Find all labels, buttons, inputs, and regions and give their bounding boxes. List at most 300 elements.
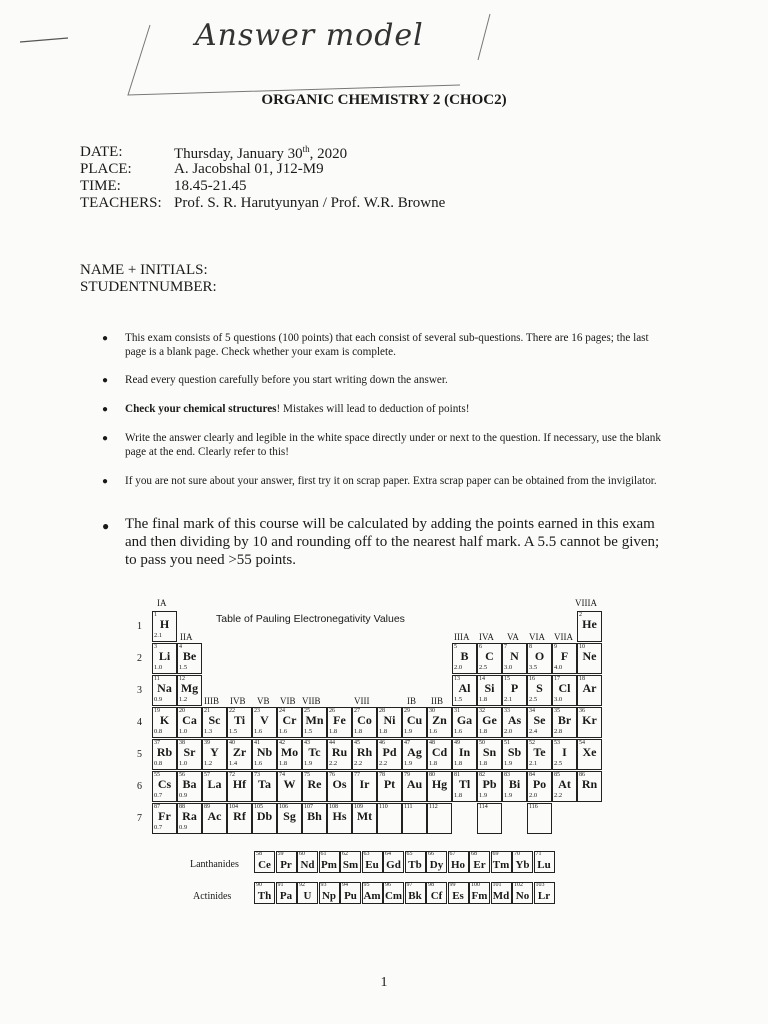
element-symbol: Sg xyxy=(283,809,296,823)
electronegativity: 0.9 xyxy=(179,792,188,799)
element-symbol: Co xyxy=(357,713,372,727)
f-block-cell xyxy=(297,882,318,904)
element-cell xyxy=(202,707,227,738)
atomic-number: 1 xyxy=(154,612,157,618)
element-symbol: U xyxy=(303,890,312,902)
group-label: VIB xyxy=(280,696,296,706)
lanthanides-label: Lanthanides xyxy=(190,859,239,870)
element-cell xyxy=(152,771,177,802)
electronegativity: 1.9 xyxy=(404,728,413,735)
element-symbol: Th xyxy=(257,890,272,902)
atomic-number: 45 xyxy=(354,740,360,746)
atomic-number: 56 xyxy=(179,772,185,778)
element-symbol: C xyxy=(485,649,494,663)
atomic-number: 50 xyxy=(479,740,485,746)
period-label: 1 xyxy=(137,621,142,632)
element-symbol: Fm xyxy=(471,890,488,902)
element-cell xyxy=(377,707,402,738)
atomic-number: 80 xyxy=(429,772,435,778)
element-cell xyxy=(552,643,577,674)
period-label: 2 xyxy=(137,653,142,664)
element-symbol: Ho xyxy=(450,859,466,871)
f-block-cell xyxy=(340,851,361,873)
f-block-cell xyxy=(276,882,297,904)
page-number: 1 xyxy=(380,975,388,990)
element-cell xyxy=(252,707,277,738)
element-symbol: H xyxy=(159,617,170,631)
instruction-item: Check your chemical structures! Mistakes will lead to deduction of points! xyxy=(125,403,470,415)
element-symbol: Ta xyxy=(258,777,271,791)
element-symbol: Fe xyxy=(333,713,346,727)
element-symbol: Rn xyxy=(581,777,598,791)
element-cell xyxy=(577,675,602,706)
element-cell xyxy=(552,707,577,738)
element-symbol: I xyxy=(562,745,567,759)
element-symbol: Hf xyxy=(232,777,247,791)
element-symbol: Ce xyxy=(258,859,271,871)
meta-label: DATE: xyxy=(80,144,123,160)
atomic-number: 55 xyxy=(154,772,160,778)
period-label: 4 xyxy=(137,717,142,728)
f-block-cell xyxy=(448,851,469,873)
atomic-number: 13 xyxy=(454,676,460,682)
atomic-number: 8 xyxy=(529,644,532,650)
electronegativity: 2.1 xyxy=(504,696,513,703)
element-cell xyxy=(177,675,202,706)
atomic-number: 57 xyxy=(204,772,210,778)
element-symbol: Cu xyxy=(406,713,423,727)
atomic-number: 46 xyxy=(379,740,385,746)
element-cell xyxy=(327,803,352,834)
element-cell xyxy=(227,771,252,802)
element-cell xyxy=(502,739,527,770)
atomic-number: 76 xyxy=(329,772,335,778)
electronegativity: 1.0 xyxy=(154,664,163,671)
table-title: Table of Pauling Electronegativity Values xyxy=(216,613,405,625)
meta-label: TEACHERS: xyxy=(80,195,162,211)
group-label: VIA xyxy=(529,632,545,642)
electronegativity: 2.2 xyxy=(554,792,563,799)
electronegativity: 0.7 xyxy=(154,824,163,831)
atomic-number: 77 xyxy=(354,772,360,778)
f-block-cell xyxy=(426,882,447,904)
atomic-number: 79 xyxy=(404,772,410,778)
atomic-number: 44 xyxy=(329,740,335,746)
element-symbol: S xyxy=(536,681,543,695)
atomic-number: 15 xyxy=(504,676,510,682)
electronegativity: 2.8 xyxy=(554,728,563,735)
element-cell xyxy=(577,611,602,642)
atomic-number: 100 xyxy=(471,882,480,888)
element-symbol: N xyxy=(510,649,519,663)
atomic-number: 43 xyxy=(304,740,310,746)
element-cell xyxy=(202,739,227,770)
element-symbol: Sn xyxy=(482,745,497,759)
atomic-number: 64 xyxy=(385,851,391,857)
atomic-number: 25 xyxy=(304,708,310,714)
electronegativity: 1.0 xyxy=(179,728,188,735)
electronegativity: 2.0 xyxy=(504,728,513,735)
atomic-number: 93 xyxy=(320,882,327,888)
atomic-number: 24 xyxy=(279,708,285,714)
electronegativity: 1.9 xyxy=(404,760,413,767)
element-cell xyxy=(377,739,402,770)
element-symbol: La xyxy=(207,777,222,791)
electronegativity: 1.2 xyxy=(179,696,188,703)
element-cell xyxy=(152,643,177,674)
element-symbol: Hg xyxy=(431,777,448,791)
element-symbol: Eu xyxy=(365,859,379,871)
atomic-number: 92 xyxy=(299,882,305,888)
atomic-number: 28 xyxy=(379,708,385,714)
electronegativity: 4.0 xyxy=(554,664,563,671)
instruction-item: Write the answer clearly and legible in the white space directly under or next to the question. If necessary, use the blank page at the end. Clearly refer to this! xyxy=(125,432,661,458)
electronegativity: 2.0 xyxy=(529,792,538,799)
group-label: IIIB xyxy=(204,696,219,706)
atomic-number: 112 xyxy=(429,804,438,810)
element-cell xyxy=(227,707,252,738)
atomic-number: 59 xyxy=(277,851,284,857)
atomic-number: 39 xyxy=(204,740,210,746)
f-block-cell xyxy=(297,851,318,873)
electronegativity: 2.2 xyxy=(329,760,338,767)
element-cell xyxy=(377,803,402,834)
atomic-number: 27 xyxy=(354,708,360,714)
atomic-number: 68 xyxy=(471,851,477,857)
element-symbol: Yb xyxy=(515,859,530,871)
period-label: 6 xyxy=(137,781,142,792)
element-symbol: No xyxy=(515,890,530,902)
element-cell xyxy=(177,803,202,834)
element-cell xyxy=(452,771,477,802)
electronegativity: 1.6 xyxy=(254,728,263,735)
atomic-number: 20 xyxy=(179,708,185,714)
element-cell xyxy=(377,771,402,802)
element-cell xyxy=(452,675,477,706)
element-symbol: Po xyxy=(532,777,547,791)
bullet-icon: ● xyxy=(102,333,109,344)
element-symbol: Ra xyxy=(182,809,197,823)
element-symbol: As xyxy=(507,713,522,727)
electronegativity: 1.5 xyxy=(229,728,238,735)
element-cell xyxy=(552,675,577,706)
meta-value: Prof. S. R. Harutyunyan / Prof. W.R. Browne xyxy=(174,195,446,211)
atomic-number: 67 xyxy=(449,851,456,857)
element-symbol: Zn xyxy=(432,713,447,727)
atomic-number: 63 xyxy=(363,851,370,857)
electronegativity: 1.0 xyxy=(179,760,188,767)
element-symbol: F xyxy=(560,649,569,663)
f-block-cell xyxy=(276,851,297,873)
element-cell xyxy=(402,803,427,834)
bullet-icon: ● xyxy=(102,404,109,415)
atomic-number: 41 xyxy=(254,740,260,746)
element-symbol: At xyxy=(558,777,571,791)
electronegativity: 0.9 xyxy=(154,696,163,703)
element-cell xyxy=(502,643,527,674)
element-symbol: Tc xyxy=(308,745,321,759)
bullet-icon: ● xyxy=(102,476,109,487)
electronegativity: 0.8 xyxy=(154,760,163,767)
element-cell xyxy=(477,643,502,674)
element-symbol: Ru xyxy=(331,745,348,759)
element-cell xyxy=(302,771,327,802)
element-cell xyxy=(227,803,252,834)
atomic-number: 86 xyxy=(579,772,585,778)
electronegativity: 1.4 xyxy=(229,760,238,767)
element-symbol: In xyxy=(458,745,471,759)
atomic-number: 102 xyxy=(514,882,523,888)
meta-value: A. Jacobshal 01, J12-M9 xyxy=(174,161,324,177)
element-cell xyxy=(152,611,177,642)
atomic-number: 74 xyxy=(279,772,285,778)
atomic-number: 107 xyxy=(304,804,313,810)
group-label: VIIB xyxy=(302,696,321,706)
element-cell xyxy=(177,739,202,770)
group-label: IB xyxy=(407,696,416,706)
atomic-number: 72 xyxy=(229,772,235,778)
atomic-number: 90 xyxy=(256,882,262,888)
atomic-number: 84 xyxy=(529,772,535,778)
element-cell xyxy=(427,771,452,802)
electronegativity: 2.5 xyxy=(554,760,563,767)
element-symbol: Sb xyxy=(507,745,522,759)
atomic-number: 103 xyxy=(535,882,545,888)
element-cell xyxy=(477,675,502,706)
element-cell xyxy=(177,643,202,674)
atomic-number: 49 xyxy=(454,740,460,746)
f-block-cell xyxy=(383,882,404,904)
atomic-number: 75 xyxy=(304,772,310,778)
element-symbol: Sm xyxy=(342,859,359,871)
atomic-number: 83 xyxy=(504,772,510,778)
element-symbol: Nd xyxy=(300,859,315,871)
element-symbol: O xyxy=(534,649,545,663)
element-symbol: Pr xyxy=(280,859,292,871)
element-symbol: Re xyxy=(307,777,322,791)
f-block-cell xyxy=(491,882,512,904)
group-label: IA xyxy=(157,598,167,608)
element-cell xyxy=(452,739,477,770)
atomic-number: 22 xyxy=(229,708,235,714)
element-cell xyxy=(302,803,327,834)
element-symbol: Db xyxy=(256,809,273,823)
element-symbol: Er xyxy=(473,859,486,871)
element-cell xyxy=(577,739,602,770)
electronegativity: 1.8 xyxy=(379,728,388,735)
element-symbol: Pd xyxy=(382,745,397,759)
atomic-number: 85 xyxy=(554,772,560,778)
atomic-number: 106 xyxy=(279,804,288,810)
group-label: VA xyxy=(507,632,519,642)
element-symbol: Be xyxy=(182,649,197,663)
atomic-number: 101 xyxy=(492,882,502,888)
student-number-label: STUDENTNUMBER: xyxy=(80,279,217,295)
atomic-number: 88 xyxy=(179,804,185,810)
element-cell xyxy=(177,707,202,738)
atomic-number: 65 xyxy=(406,851,413,857)
electronegativity: 1.5 xyxy=(179,664,188,671)
f-block-cell xyxy=(340,882,361,904)
element-symbol: Mt xyxy=(356,809,373,823)
element-cell xyxy=(527,771,552,802)
instruction-item: Read every question carefully before you start writing down the answer. xyxy=(125,374,448,386)
element-symbol: Sc xyxy=(208,713,221,727)
element-cell xyxy=(152,739,177,770)
element-symbol: Xe xyxy=(582,745,597,759)
electronegativity: 1.2 xyxy=(204,760,213,767)
f-block-cell xyxy=(534,851,555,873)
atomic-number: 29 xyxy=(404,708,410,714)
element-symbol: Na xyxy=(157,681,172,695)
electronegativity: 1.9 xyxy=(304,760,313,767)
group-label: IIB xyxy=(431,696,443,706)
element-cell xyxy=(352,739,377,770)
atomic-number: 26 xyxy=(329,708,335,714)
element-cell xyxy=(327,707,352,738)
element-symbol: Tb xyxy=(408,859,422,871)
electronegativity: 3.0 xyxy=(504,664,513,671)
atomic-number: 10 xyxy=(579,644,585,650)
element-cell xyxy=(427,803,452,834)
electronegativity: 2.2 xyxy=(379,760,388,767)
element-symbol: Bk xyxy=(408,890,422,902)
atomic-number: 38 xyxy=(179,740,185,746)
element-cell xyxy=(527,675,552,706)
f-block-cell xyxy=(469,882,490,904)
element-cell xyxy=(477,803,502,834)
f-block-cell xyxy=(469,851,490,873)
atomic-number: 105 xyxy=(254,804,263,810)
electronegativity: 1.9 xyxy=(504,792,513,799)
atomic-number: 81 xyxy=(454,772,460,778)
atomic-number: 23 xyxy=(254,708,260,714)
element-symbol: Br xyxy=(557,713,572,727)
atomic-number: 61 xyxy=(320,851,327,857)
element-symbol: B xyxy=(460,649,469,663)
f-block-cell xyxy=(319,851,340,873)
electronegativity: 1.5 xyxy=(454,696,463,703)
element-cell xyxy=(277,771,302,802)
element-symbol: Cf xyxy=(430,890,443,902)
element-cell xyxy=(402,771,427,802)
instruction-item: This exam consists of 5 questions (100 points) that each consist of several sub-questions. There are 16 pages; the last page is a blank page. Check whether your exam is complete. xyxy=(125,332,649,358)
atomic-number: 95 xyxy=(363,882,370,888)
atomic-number: 11 xyxy=(154,676,160,682)
group-label: IVA xyxy=(479,632,494,642)
element-cell xyxy=(402,707,427,738)
element-cell xyxy=(402,739,427,770)
element-cell xyxy=(477,739,502,770)
element-symbol: Ir xyxy=(359,777,370,791)
atomic-number: 16 xyxy=(529,676,535,682)
element-symbol: Mg xyxy=(180,681,199,695)
electronegativity: 1.5 xyxy=(304,728,313,735)
element-symbol: Lr xyxy=(537,890,551,902)
atomic-number: 110 xyxy=(379,804,388,810)
element-symbol: Ca xyxy=(182,713,197,727)
electronegativity: 3.5 xyxy=(529,664,538,671)
atomic-number: 71 xyxy=(535,851,542,857)
atomic-number: 109 xyxy=(354,804,363,810)
meta-value: 18.45-21.45 xyxy=(174,178,247,194)
group-label: VB xyxy=(257,696,270,706)
element-symbol: P xyxy=(510,681,519,695)
element-symbol: Cm xyxy=(384,890,403,902)
atomic-number: 70 xyxy=(514,851,520,857)
electronegativity: 2.1 xyxy=(154,632,163,639)
electronegativity: 1.9 xyxy=(479,792,488,799)
electronegativity: 1.6 xyxy=(279,728,288,735)
element-cell xyxy=(577,643,602,674)
atomic-number: 66 xyxy=(428,851,434,857)
electronegativity: 1.8 xyxy=(279,760,288,767)
element-cell xyxy=(477,771,502,802)
element-symbol: Zr xyxy=(232,745,247,759)
f-block-cell xyxy=(319,882,340,904)
element-symbol: Si xyxy=(484,681,495,695)
element-symbol: Cr xyxy=(282,713,297,727)
element-symbol: Ag xyxy=(407,745,422,759)
element-symbol: Nb xyxy=(256,745,273,759)
element-cell xyxy=(527,739,552,770)
element-cell xyxy=(277,707,302,738)
element-symbol: Tl xyxy=(458,777,471,791)
element-cell xyxy=(527,707,552,738)
period-label: 5 xyxy=(137,749,142,760)
atomic-number: 4 xyxy=(179,644,182,650)
element-cell xyxy=(152,675,177,706)
atomic-number: 34 xyxy=(529,708,535,714)
element-cell xyxy=(202,803,227,834)
element-symbol: Mn xyxy=(305,713,324,727)
meta-label: TIME: xyxy=(80,178,121,194)
atomic-number: 78 xyxy=(379,772,385,778)
atomic-number: 62 xyxy=(342,851,348,857)
bullet-icon: ● xyxy=(102,375,109,386)
electronegativity: 1.3 xyxy=(204,728,213,735)
element-symbol: Ti xyxy=(233,713,246,727)
element-symbol: Ga xyxy=(456,713,473,727)
electronegativity: 2.2 xyxy=(354,760,363,767)
element-symbol: Pb xyxy=(482,777,497,791)
electronegativity: 2.1 xyxy=(529,760,538,767)
f-block-cell xyxy=(254,882,275,904)
atomic-number: 14 xyxy=(479,676,485,682)
element-symbol: Fr xyxy=(158,809,171,823)
atomic-number: 36 xyxy=(579,708,585,714)
element-symbol: Ac xyxy=(207,809,222,823)
name-field-label: NAME + INITIALS: xyxy=(80,262,208,278)
element-cell xyxy=(527,643,552,674)
atomic-number: 104 xyxy=(229,804,238,810)
element-symbol: Bh xyxy=(307,809,322,823)
element-symbol: Ge xyxy=(482,713,497,727)
atomic-number: 30 xyxy=(429,708,435,714)
element-symbol: Cd xyxy=(431,745,448,759)
atomic-number: 96 xyxy=(385,882,391,888)
electronegativity: 1.8 xyxy=(329,728,338,735)
group-label: IIA xyxy=(180,632,193,642)
atomic-number: 73 xyxy=(254,772,260,778)
period-label: 3 xyxy=(137,685,142,696)
group-label: VIII xyxy=(354,696,370,706)
atomic-number: 99 xyxy=(449,882,456,888)
f-block-cell xyxy=(512,882,533,904)
page-title: ORGANIC CHEMISTRY 2 (CHOC2) xyxy=(261,92,507,108)
atomic-number: 54 xyxy=(579,740,585,746)
element-cell xyxy=(502,675,527,706)
